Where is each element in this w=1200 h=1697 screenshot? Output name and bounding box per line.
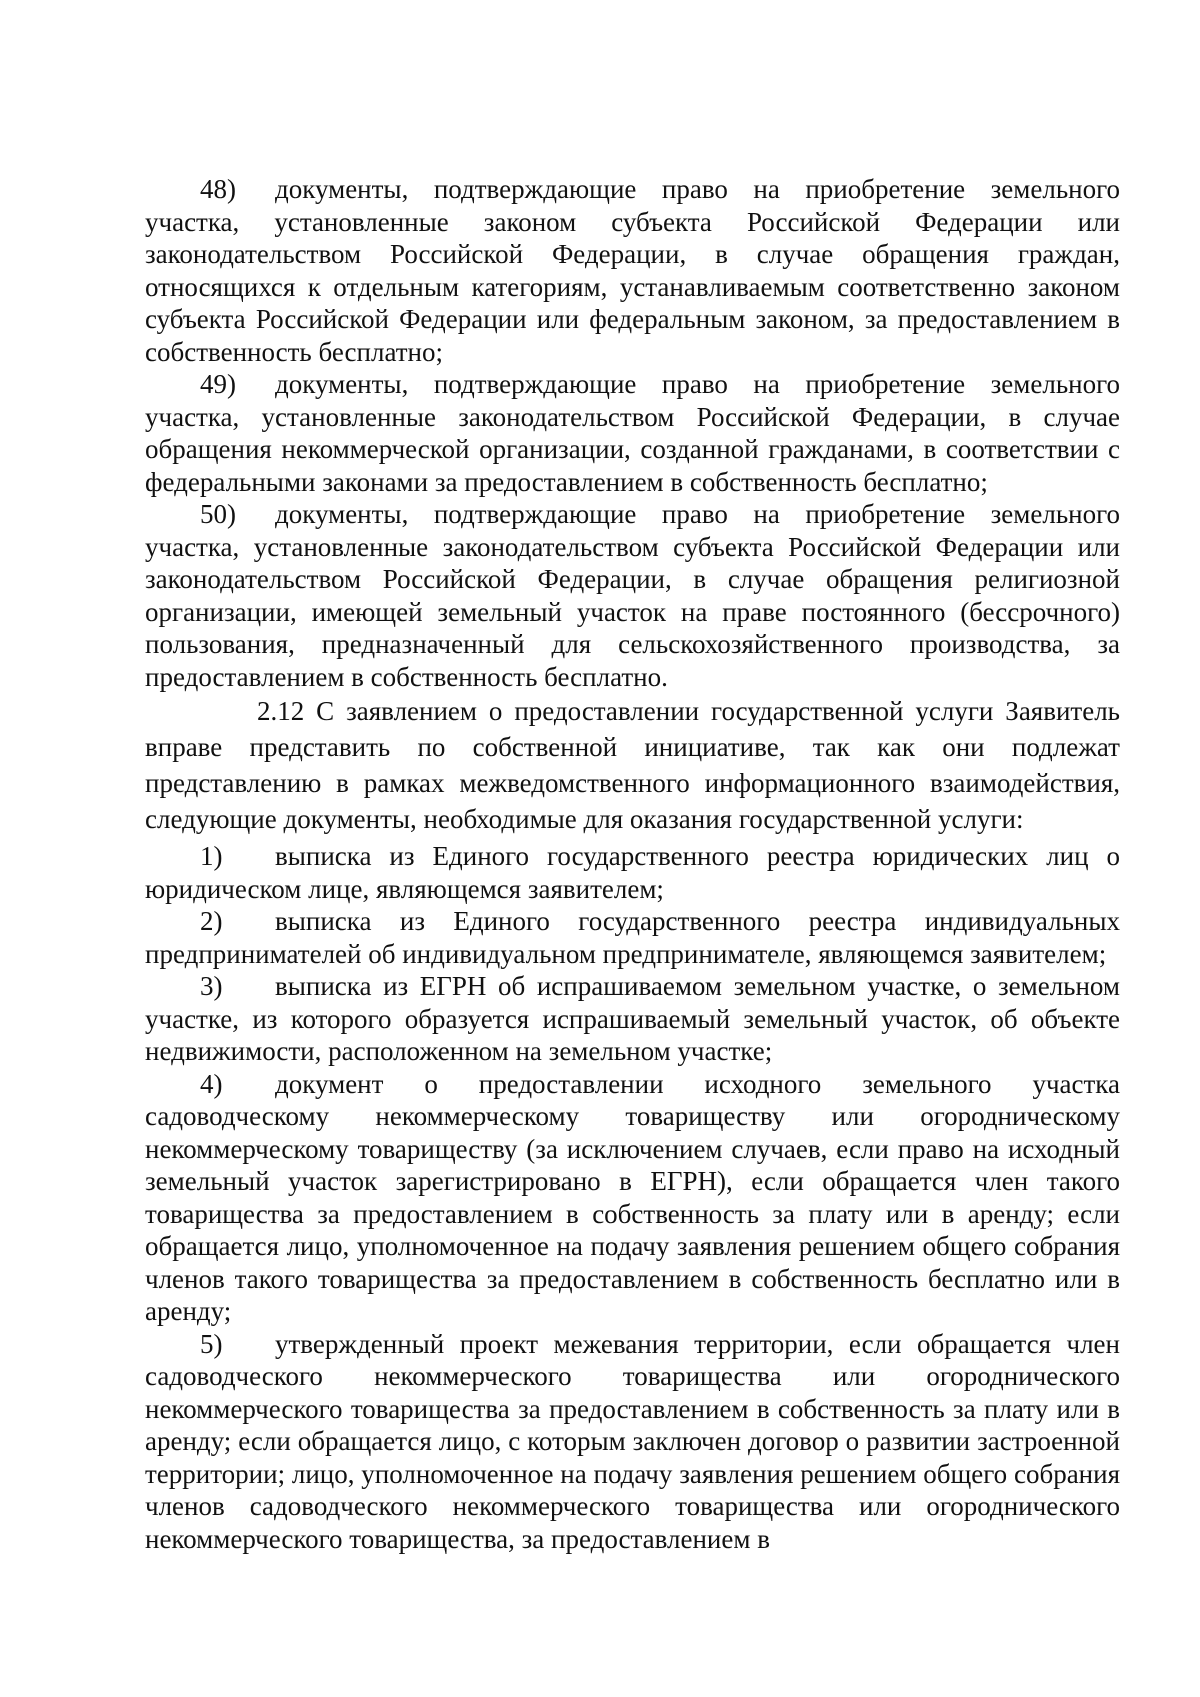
item-text: утвержденный проект межевания территории, если обращается член садоводческого некоммерческого товарищества или огороднического некоммерческого товарищества за предоставлением в собственность за плату или в аренду; если обращается лицо, с которым заключен договор о развитии застроенной территории; лицо, уполномоченное на подачу заявления решением общего собрания членов садоводческого некоммерческого товарищества или огороднического некоммерческого товарищества, за предоставлением в (145, 1328, 1120, 1554)
item-text: документы, подтверждающие право на приобретение земельного участка, установленные законодательством субъекта Российской Федерации или законодательством Российской Федерации, в случае обращения религиозной организации, имеющей земельный участок на праве постоянного (бессрочного) пользования, предназначенный для сельскохозяйственного производства, за предоставлением в собственность бесплатно. (145, 499, 1120, 692)
item-number: 49) (200, 369, 236, 399)
list-item-5 (145, 1328, 1120, 1556)
list-item-48 (145, 173, 1120, 368)
item-number: 3) (200, 971, 223, 1001)
item-text: документ о предоставлении исходного земельного участка садоводческому некоммерческому товариществу или огородническому некоммерческому товариществу (за исключением случаев, если право на исходный земельный участок зарегистрировано в ЕГРН), если обращается член такого товарищества за предоставлением в собственность за плату или в аренду; если обращается лицо, уполномоченное на подачу заявления решением общего собрания членов такого товарищества за предоставлением в собственность бесплатно или в аренду; (145, 1068, 1120, 1326)
item-text: документы, подтверждающие право на приобретение земельного участка, установленные законодательством Российской Федерации, в случае обращения некоммерческой организации, созданной гражданами, в соответствии с федеральными законами за предоставлением в собственность бесплатно; (145, 369, 1120, 497)
item-number: 48) (200, 174, 236, 204)
list-item-1 (145, 840, 1120, 905)
list-item-4 (145, 1068, 1120, 1328)
item-number: 4) (200, 1068, 223, 1099)
item-number: 50) (200, 499, 236, 529)
list-item-50 (145, 498, 1120, 693)
item-text: документы, подтверждающие право на приобретение земельного участка, установленные законом субъекта Российской Федерации или законодательством Российской Федерации, в случае обращения граждан, относящихся к отдельным категориям, устанавливаемым соответственно законом субъекта Российской Федерации или федеральным законом, за предоставлением в собственность бесплатно; (145, 174, 1120, 367)
list-item-49 (145, 368, 1120, 498)
item-text: выписка из Единого государственного реестра юридических лиц о юридическом лице, являющемся заявителем; (145, 841, 1120, 904)
item-text: выписка из ЕГРН об испрашиваемом земельном участке, о земельном участке, из которого образуется испрашиваемый земельный участок, об объекте недвижимости, расположенном на земельном участке; (145, 971, 1120, 1066)
section-2-12-paragraph: 2.12 С заявлением о предоставлении государственной услуги Заявитель вправе представить по собственной инициативе, так как они подлежат представлению в рамках межведомственного информационного взаимодействия, следующие документы, необходимые для оказания государственной услуги: (145, 696, 1120, 834)
item-number: 1) (200, 841, 223, 871)
list-item-2 (145, 905, 1120, 970)
item-number: 2) (200, 906, 223, 936)
document-body (145, 173, 1120, 1555)
list-item-3 (145, 970, 1120, 1068)
item-number: 5) (200, 1328, 223, 1359)
item-text: выписка из Единого государственного реестра индивидуальных предпринимателей об индивидуальном предпринимателе, являющемся заявителем; (145, 906, 1120, 969)
